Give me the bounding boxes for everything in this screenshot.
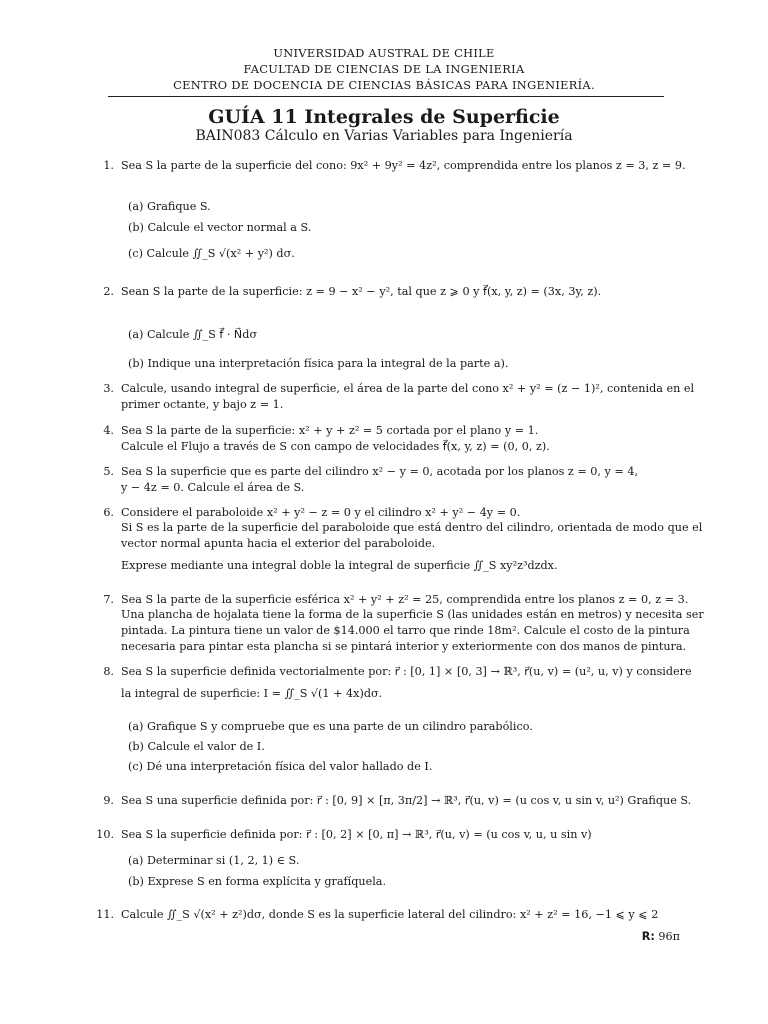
problem-text: pintada. La pintura tiene un valor de $14.000 el tarro que rinde 18m². Calcule el costo de la pintura — [121, 624, 690, 637]
problem-text: necesaria para pintar esta plancha si se pintará interior y exteriormente con dos manos de pintura. — [121, 640, 687, 653]
subitem: (b) Calcule el vector normal a S. — [128, 221, 312, 234]
subitem: (a) Grafique S. — [128, 200, 211, 213]
subitem: (a) Grafique S y compruebe que es una parte de un cilindro parabólico. — [128, 720, 533, 733]
page-title: GUÍA 11 Integrales de Superficie — [208, 106, 560, 128]
problem-text: vector normal apunta hacia el exterior del paraboloide. — [121, 537, 436, 550]
problem-number: 5. — [103, 465, 114, 478]
answer — [642, 930, 680, 943]
problem-number: 7. — [103, 593, 114, 606]
problem-text: Sea S la superficie definida por: r⃗ : [0, 2] × [0, π] → ℝ³, r⃗(u, v) = (u cos v, u, u sin v) — [121, 828, 592, 841]
problem-text: Calcule, usando integral de superficie, el área de la parte del cono x² + y² = (z − 1)², contenida en el — [121, 382, 695, 395]
header-center: CENTRO DE DOCENCIA DE CIENCIAS BÁSICAS PARA INGENIERÍA. — [173, 78, 595, 92]
answer-label: R: — [641, 930, 655, 943]
subitem: (a) Determinar si (1, 2, 1) ∈ S. — [128, 854, 300, 867]
problem-text: Sea S la superficie que es parte del cilindro x² − y = 0, acotada por los planos z = 0, y = 4, — [121, 465, 639, 478]
problem-text: Calcule el Flujo a través de S con campo de velocidades f⃗(x, y, z) = (0, 0, z). — [121, 440, 550, 453]
problem-formula: la integral de superficie: I = ∬_S √(1 + 4x)dσ. — [121, 687, 383, 700]
problem-number: 8. — [103, 665, 114, 678]
problem-number: 4. — [103, 424, 114, 437]
problem-text: primer octante, y bajo z = 1. — [121, 398, 284, 411]
problem-number: 11. — [96, 908, 114, 921]
answer-value: 96π — [658, 930, 680, 943]
subitem: (c) Dé una interpretación física del valor hallado de I. — [128, 760, 433, 773]
problem-formula: Exprese mediante una integral doble la integral de superficie ∬_S xy²z³dzdx. — [121, 559, 558, 572]
problem-text: Una plancha de hojalata tiene la forma de la superficie S (las unidades están en metros) y necesita ser — [121, 608, 704, 621]
subitem-formula: (a) Calcule ∬_S f⃗ · N⃗dσ — [128, 328, 258, 341]
problem-text: y − 4z = 0. Calcule el área de S. — [121, 481, 305, 494]
problem-number: 9. — [103, 794, 114, 807]
problem-text: Sea S la superficie definida vectorialmente por: r⃗ : [0, 1] × [0, 3] → ℝ³, r⃗(u, v) = (u², u, v) y considere — [121, 665, 692, 678]
problem-text: Considere el paraboloide x² + y² − z = 0 y el cilindro x² + y² − 4y = 0. — [121, 506, 521, 519]
subitem: (b) Indique una interpretación física para la integral de la parte a). — [128, 357, 509, 370]
subitem: (b) Exprese S en forma explícita y grafíquela. — [128, 875, 387, 888]
problem-text: Sea S la parte de la superficie esférica x² + y² + z² = 25, comprendida entre los planos z = 0, z = 3. — [121, 593, 689, 606]
problem-number: 1. — [103, 159, 114, 172]
problem-number: 3. — [103, 382, 114, 395]
problem-text: Si S es la parte de la superficie del paraboloide que está dentro del cilindro, orientada de modo que el — [121, 521, 703, 534]
problem-number: 2. — [103, 285, 114, 298]
subitem-formula: (c) Calcule ∬_S √(x² + y²) dσ. — [128, 247, 295, 260]
problem-number: 10. — [96, 828, 114, 841]
problem-text: Sea S la parte de la superficie del cono: 9x² + 9y² = 4z², comprendida entre los planos z = 3, z = 9. — [121, 159, 686, 172]
header-faculty: FACULTAD DE CIENCIAS DE LA INGENIERIA — [243, 62, 525, 76]
problem-formula: Calcule ∬_S √(x² + z²)dσ, donde S es la superficie lateral del cilindro: x² + z² = 16, −1 ⩽ y ⩽ 2 — [121, 908, 659, 921]
problem-number: 6. — [103, 506, 114, 519]
header-university: UNIVERSIDAD AUSTRAL DE CHILE — [273, 46, 495, 60]
header-rule — [108, 96, 664, 97]
course-subtitle: BAIN083 Cálculo en Varias Variables para Ingeniería — [195, 128, 573, 144]
problem-text: Sea S la parte de la superficie: x² + y + z² = 5 cortada por el plano y = 1. — [121, 424, 539, 437]
problem-text: Sea S una superficie definida por: r⃗ : [0, 9] × [π, 3π/2] → ℝ³, r⃗(u, v) = (u cos v, u sin v, u²) Grafique S. — [121, 794, 692, 807]
subitem: (b) Calcule el valor de I. — [128, 740, 265, 753]
problem-text: Sean S la parte de la superficie: z = 9 − x² − y², tal que z ⩾ 0 y f⃗(x, y, z) = (3x, 3y, z). — [121, 285, 602, 298]
